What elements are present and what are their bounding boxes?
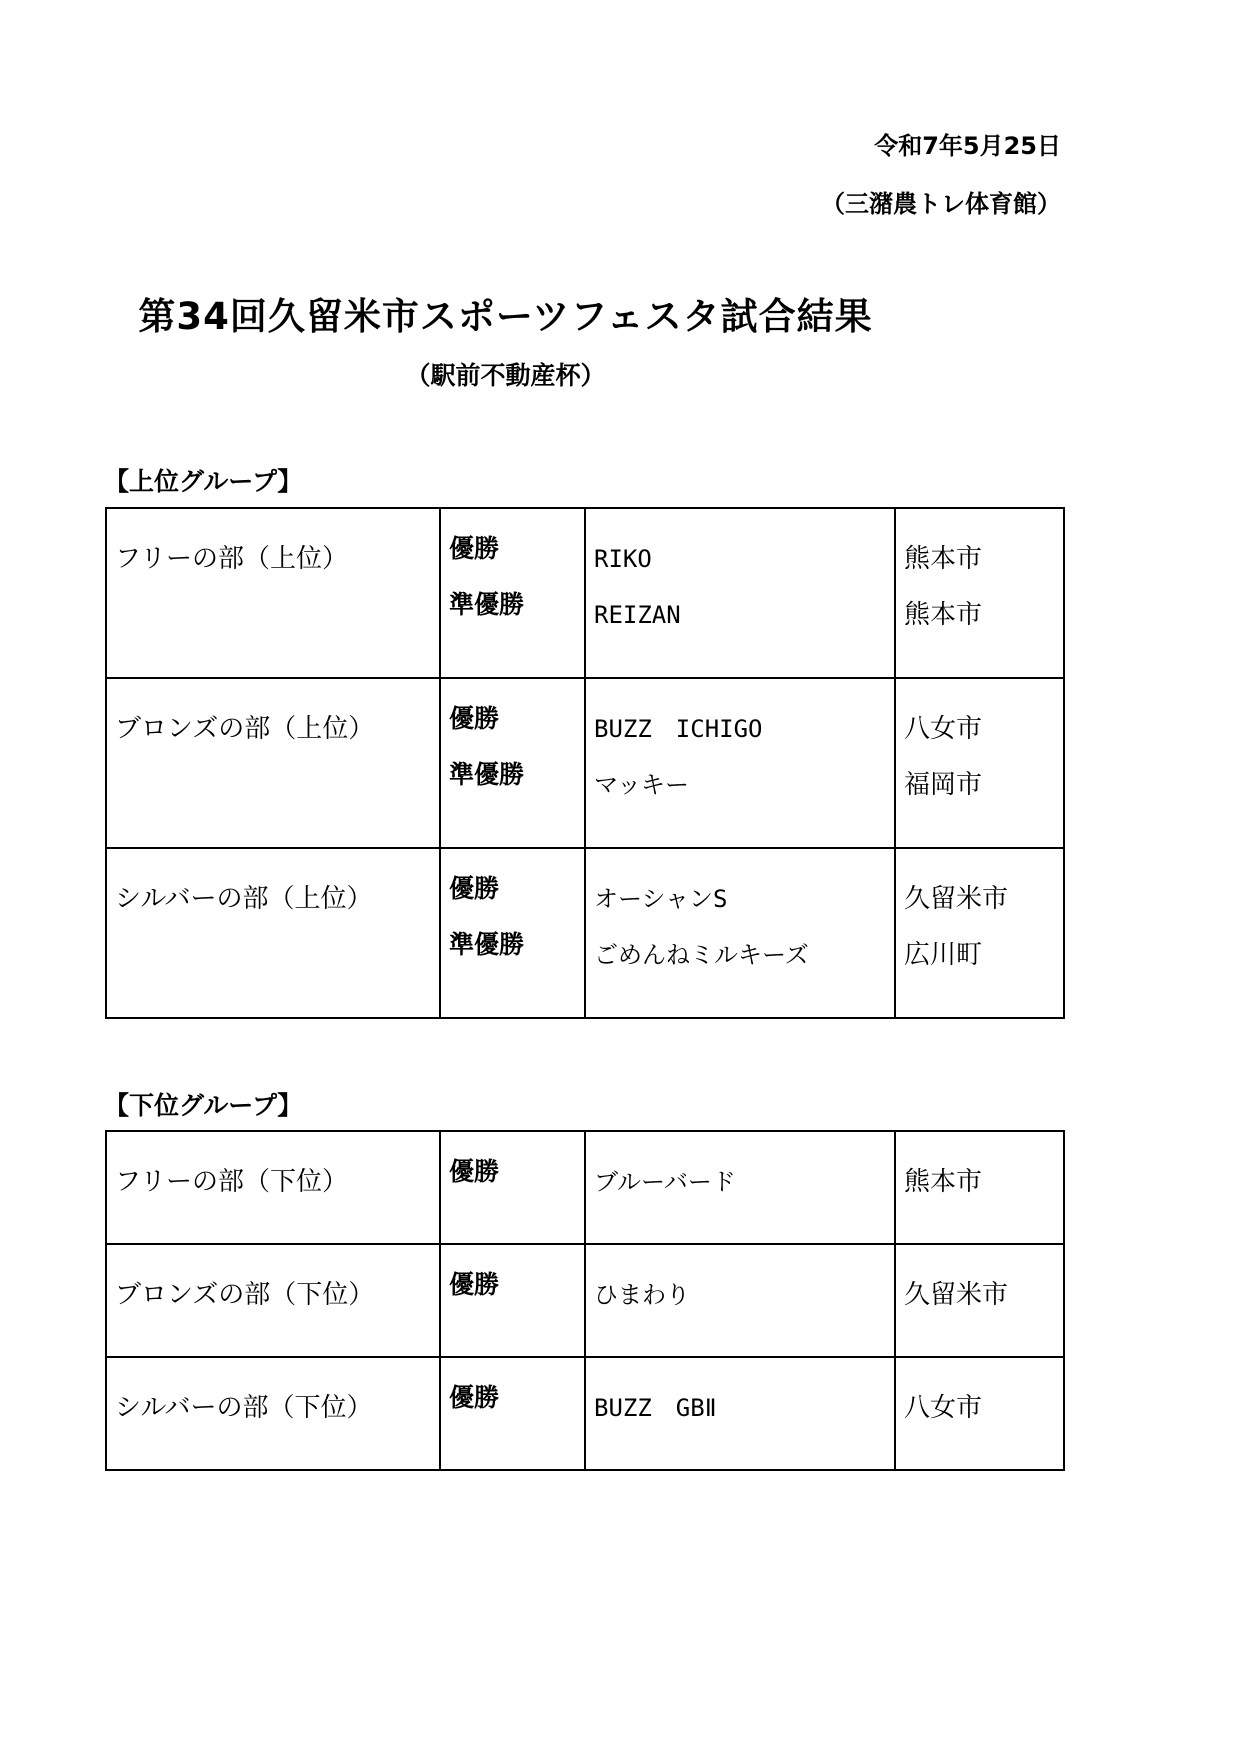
lower-group-heading: 【下位グループ】 <box>104 1091 303 1120</box>
city-winner: 熊本市 <box>904 1167 983 1197</box>
rank-runner-up: 準優勝 <box>449 930 525 959</box>
division-cell <box>106 848 440 1018</box>
team-cell <box>585 1244 895 1357</box>
rank-cell <box>440 508 585 678</box>
rank-winner: 優勝 <box>449 1383 500 1412</box>
city-winner: 久留米市 <box>904 884 1009 914</box>
team-cell <box>585 848 895 1018</box>
city-cell <box>895 678 1064 848</box>
team-winner: BUZZ ICHIGO <box>594 715 763 743</box>
city-runner-up: 広川町 <box>904 940 983 970</box>
division-cell <box>106 1131 440 1244</box>
team-winner: ブルーバード <box>594 1168 736 1196</box>
table-row <box>106 848 1064 1018</box>
division-name: ブロンズの部（下位） <box>115 1280 375 1310</box>
team-cell <box>585 1357 895 1470</box>
rank-winner: 優勝 <box>449 874 500 903</box>
rank-winner: 優勝 <box>449 1270 500 1299</box>
team-runner-up: マッキー <box>594 771 690 799</box>
division-name: フリーの部（下位） <box>115 1167 348 1197</box>
rank-winner: 優勝 <box>449 704 500 733</box>
rank-cell <box>440 848 585 1018</box>
team-winner: RIKO <box>594 545 652 573</box>
team-runner-up: REIZAN <box>594 601 681 629</box>
table-row <box>106 1131 1064 1244</box>
rank-cell <box>440 1131 585 1244</box>
city-runner-up: 熊本市 <box>904 600 983 630</box>
division-name: シルバーの部（下位） <box>115 1393 373 1423</box>
rank-winner: 優勝 <box>449 1157 500 1186</box>
city-cell <box>895 1131 1064 1244</box>
division-name: シルバーの部（上位） <box>115 884 373 914</box>
page-subtitle: （駅前不動産杯） <box>405 361 606 390</box>
city-cell <box>895 1244 1064 1357</box>
table-row <box>106 1244 1064 1357</box>
table-row <box>106 678 1064 848</box>
division-cell <box>106 678 440 848</box>
event-venue: （三潴農トレ体育館） <box>821 190 1061 218</box>
rank-winner: 優勝 <box>449 534 500 563</box>
event-date: 令和7年5月25日 <box>874 132 1061 160</box>
city-runner-up: 福岡市 <box>904 770 983 800</box>
city-winner: 久留米市 <box>904 1280 1009 1310</box>
city-winner: 八女市 <box>904 714 983 744</box>
team-winner: ひまわり <box>594 1281 690 1309</box>
division-name: ブロンズの部（上位） <box>115 714 375 744</box>
team-cell <box>585 1131 895 1244</box>
rank-cell <box>440 678 585 848</box>
division-cell <box>106 508 440 678</box>
division-name: フリーの部（上位） <box>115 544 348 574</box>
table-row <box>106 508 1064 678</box>
upper-group-heading: 【上位グループ】 <box>104 467 303 496</box>
division-cell <box>106 1244 440 1357</box>
rank-runner-up: 準優勝 <box>449 590 525 619</box>
rank-cell <box>440 1357 585 1470</box>
upper-group-table <box>105 507 1065 1019</box>
lower-group-table <box>105 1130 1065 1471</box>
division-cell <box>106 1357 440 1470</box>
rank-cell <box>440 1244 585 1357</box>
team-cell <box>585 678 895 848</box>
city-cell <box>895 848 1064 1018</box>
city-winner: 八女市 <box>904 1393 983 1423</box>
city-cell <box>895 1357 1064 1470</box>
team-winner: オーシャンS <box>594 885 728 913</box>
page-title: 第34回久留米市スポーツフェスタ試合結果 <box>138 295 873 338</box>
city-cell <box>895 508 1064 678</box>
team-cell <box>585 508 895 678</box>
team-runner-up: ごめんねミルキーズ <box>594 941 809 969</box>
rank-runner-up: 準優勝 <box>449 760 525 789</box>
team-winner: BUZZ GBⅡ <box>594 1394 717 1422</box>
table-row <box>106 1357 1064 1470</box>
city-winner: 熊本市 <box>904 544 983 574</box>
